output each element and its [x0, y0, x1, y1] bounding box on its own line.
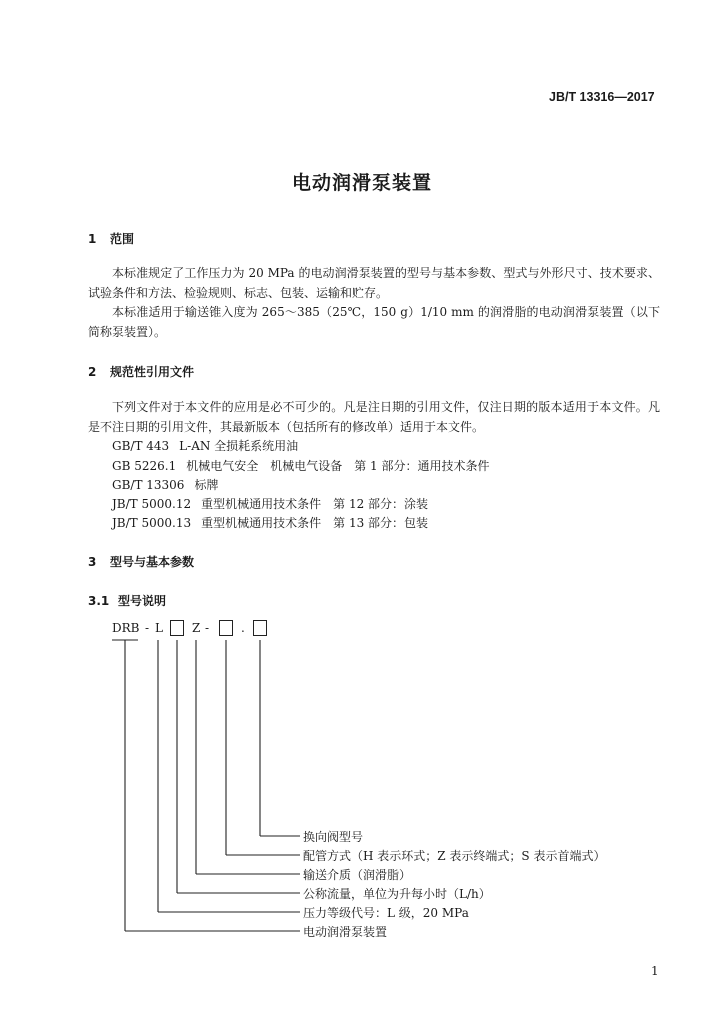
model-desc-valve: 换向阀型号	[303, 830, 364, 844]
section-2-paragraph-1: 下列文件对于本文件的应用是必不可少的。凡是注日期的引用文件，仅注日期的版本适用于本文件。凡是不注日期的引用文件，其最新版本（包括所有的修改单）适用于本文件。	[88, 400, 660, 434]
reference-title: 重型机械通用技术条件 第 12 部分：涂装	[201, 497, 429, 511]
model-desc-piping: 配管方式（H 表示环式；Z 表示终端式；S 表示首端式）	[303, 849, 606, 863]
subsection-number: 3.1	[88, 594, 110, 608]
section-number: 3	[88, 555, 97, 569]
section-1-paragraph-1: 本标准规定了工作压力为 20 MPa 的电动润滑泵装置的型号与基本参数、型式与外形尺寸、技术要求、试验条件和方法、检验规则、标志、包装、运输和贮存。	[88, 266, 660, 300]
model-letter-z: Z	[192, 621, 201, 635]
section-number: 2	[88, 365, 97, 379]
subsection-title: 型号说明	[118, 594, 167, 608]
section-title: 型号与基本参数	[110, 555, 195, 569]
model-desc-flow: 公称流量，单位为升每小时（L/h）	[303, 887, 491, 901]
model-dot: .	[241, 621, 245, 635]
section-title: 规范性引用文件	[110, 365, 195, 379]
model-desc-medium: 输送介质（润滑脂）	[303, 868, 412, 882]
model-separator: -	[145, 621, 150, 635]
standard-number: JB/T 13316—2017	[549, 90, 655, 104]
reference-title: 机械电气安全 机械电气设备 第 1 部分：通用技术条件	[186, 459, 490, 473]
model-desc-pressure: 压力等级代号：L 级，20 MPa	[303, 906, 469, 920]
model-desc-device: 电动润滑泵装置	[303, 925, 388, 939]
model-prefix: DRB	[112, 621, 140, 635]
model-separator: -	[205, 621, 210, 635]
reference-code: JB/T 5000.13	[112, 516, 192, 530]
reference-title: L-AN 全损耗系统用油	[179, 439, 299, 453]
reference-code: GB/T 13306	[112, 478, 185, 492]
section-title: 范围	[110, 232, 135, 246]
reference-code: JB/T 5000.12	[112, 497, 192, 511]
page-number: 1	[651, 964, 659, 978]
reference-title: 重型机械通用技术条件 第 13 部分：包装	[201, 516, 429, 530]
document-title: 电动润滑泵装置	[291, 172, 432, 194]
reference-code: GB/T 443	[112, 439, 170, 453]
section-number: 1	[88, 232, 97, 246]
reference-code: GB 5226.1	[112, 459, 177, 473]
reference-title: 标牌	[194, 478, 219, 492]
model-letter-l: L	[155, 621, 163, 635]
section-1-paragraph-2: 本标准适用于输送锥入度为 265～385（25℃，150 g）1/10 mm 的润滑脂的电动润滑泵装置（以下简称泵装置）。	[88, 305, 660, 339]
